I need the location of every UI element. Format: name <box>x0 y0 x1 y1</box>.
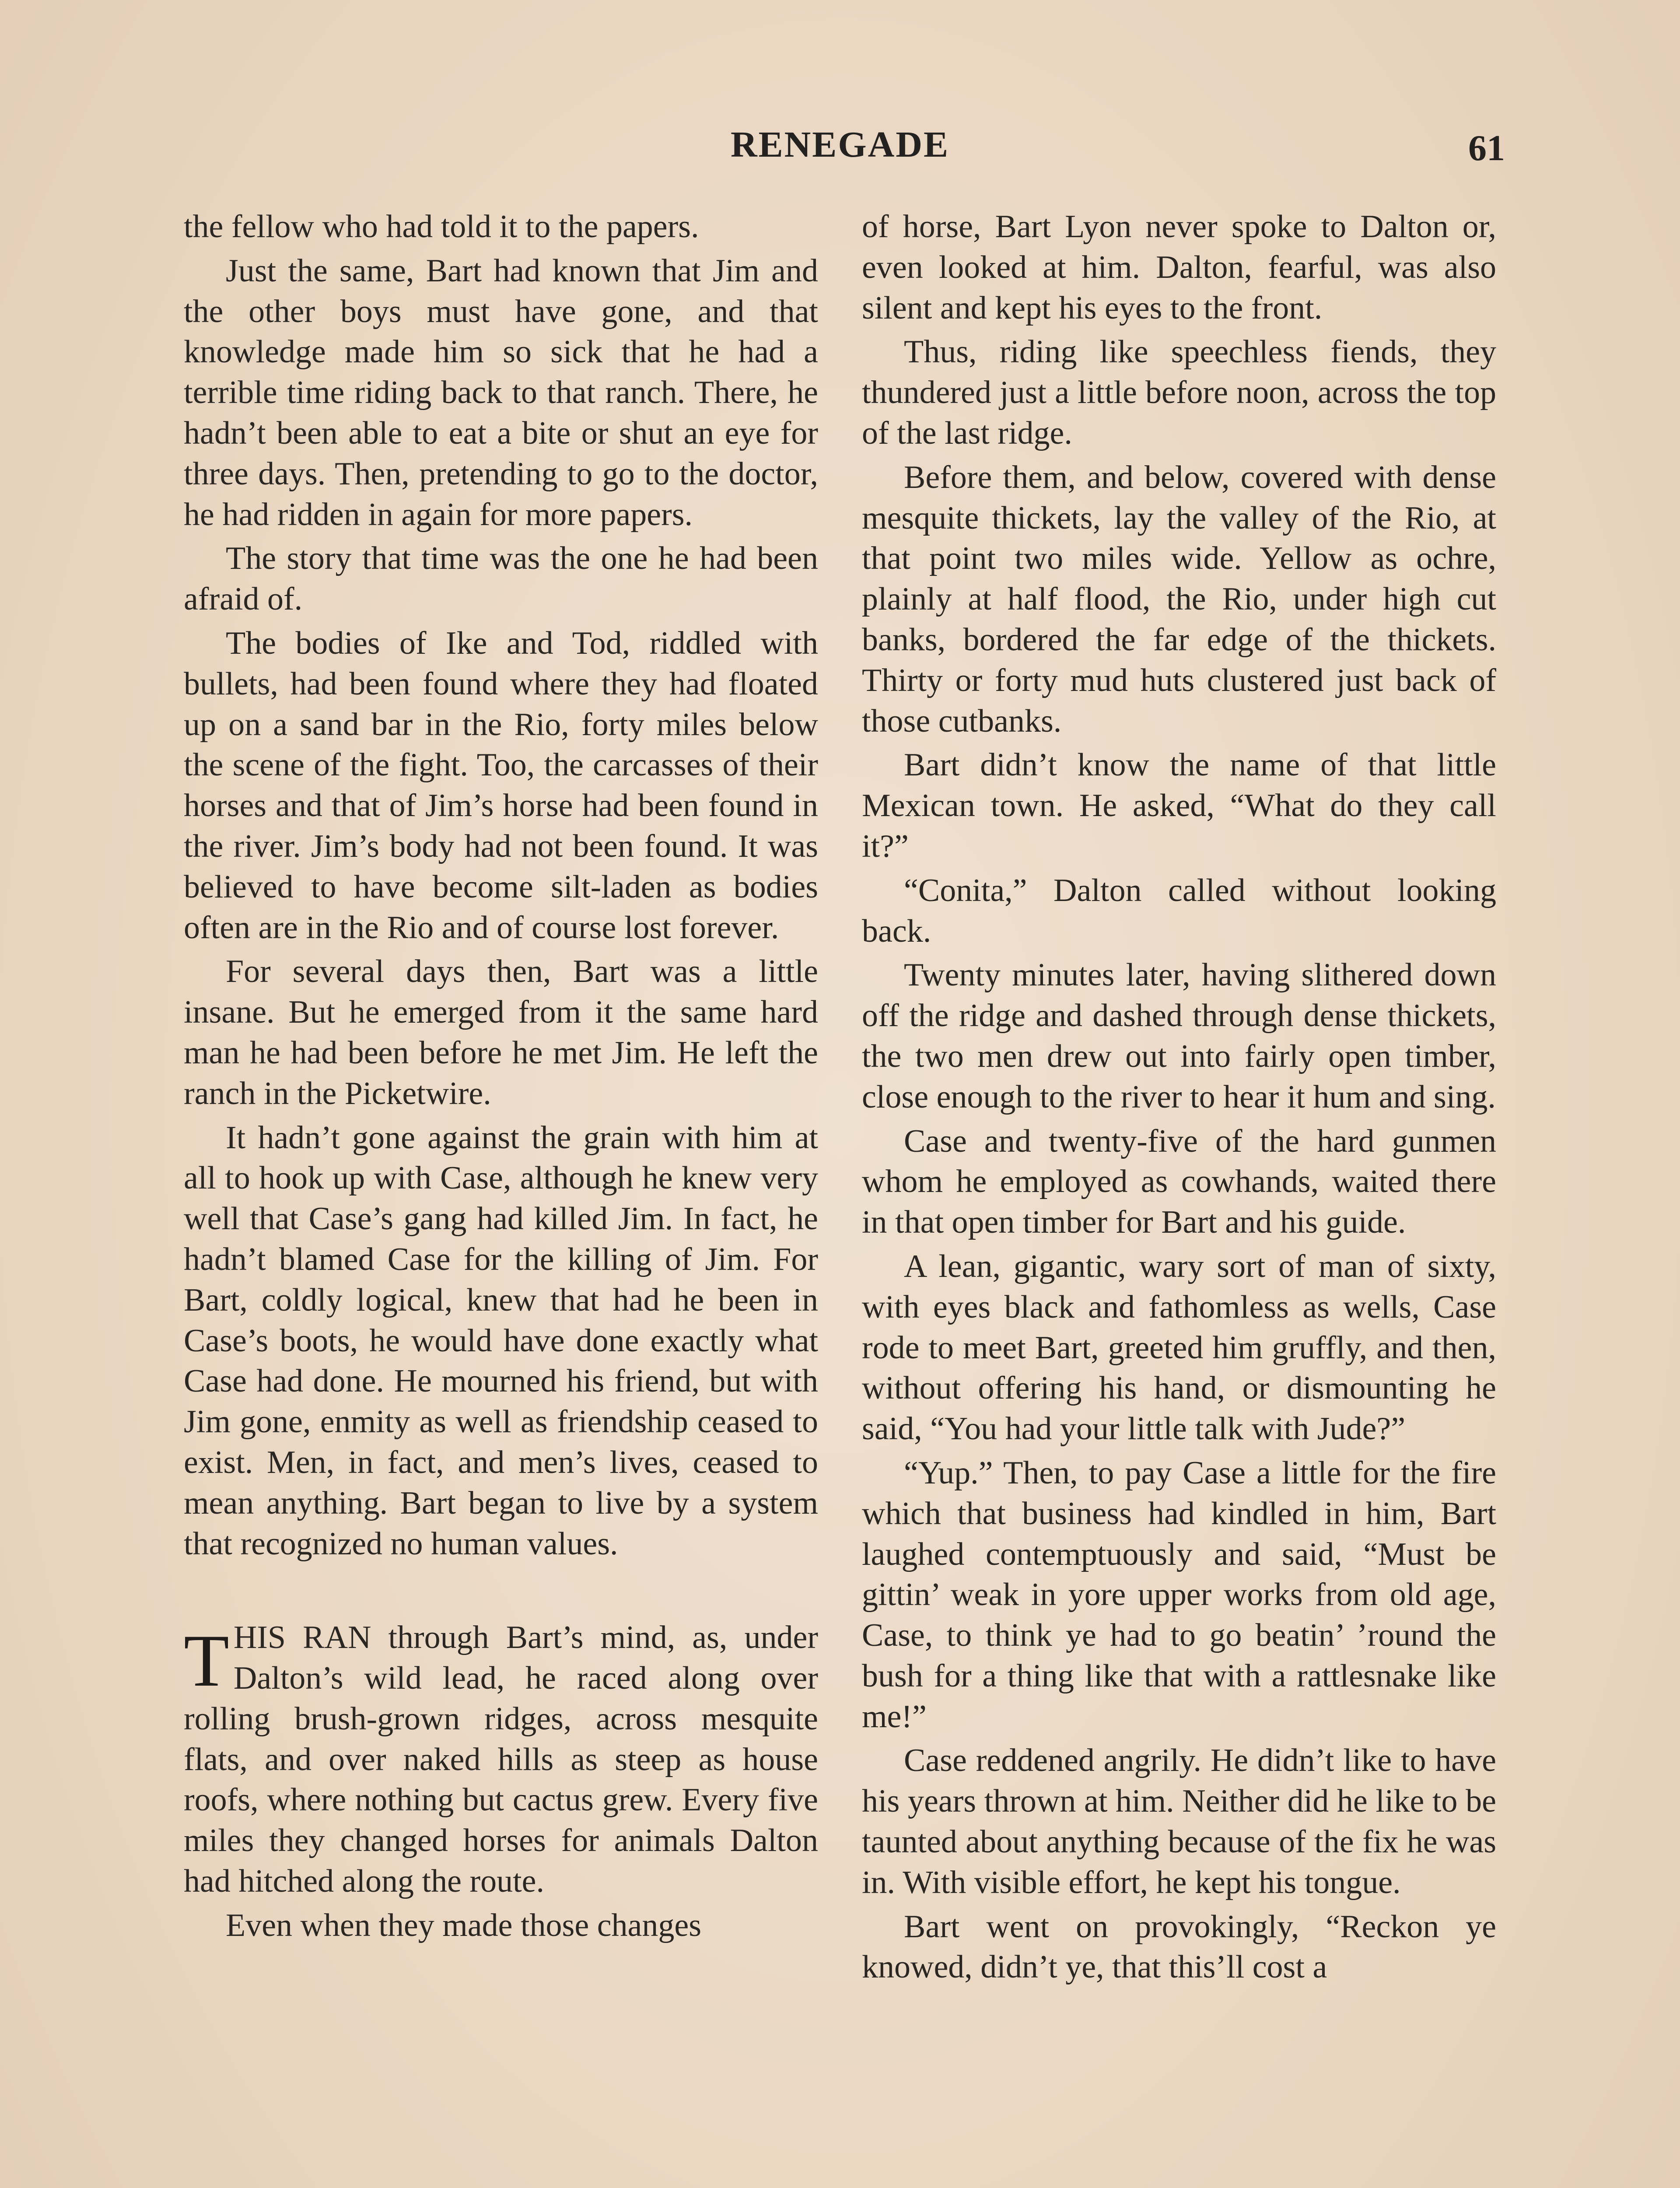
section-text: through Bart’s mind, as, under Dalton’s wild lead, he raced along over rolling brush-grown ridges, across mesquite flats, and over naked hills as steep as house roofs, where nothing but cactus grew. Every five miles they changed horses for animals Dalton had hitched along the route. <box>184 1620 818 1900</box>
page-number: 61 <box>1468 128 1505 168</box>
left-column <box>184 207 818 1950</box>
paragraph: It hadn’t gone against the grain with him at all to hook up with Case, although he knew very well that Case’s gang had killed Jim. In fact, he hadn’t blamed Case for the killing of Jim. For Bart, coldly logical, knew that had he been in Case’s boots, he would have done exactly what Case had done. He mourned his friend, but with Jim gone, enmity as well as friendship ceased to exist. Men, in fact, and men’s lives, ceased to mean anything. Bart began to live by a system that recognized no human values. <box>184 1119 818 1562</box>
paragraph: Even when they made those changes <box>226 1907 702 1943</box>
section-lead-in: HIS RAN <box>233 1620 371 1656</box>
paragraph: of horse, Bart Lyon never spoke to Dalton or, even looked at him. Dalton, fearful, was also silent and kept his eyes to the front. <box>862 209 1496 326</box>
paragraph: Bart didn’t know the name of that little Mexican town. He asked, “What do they call it?” <box>862 747 1496 864</box>
paragraph: Before them, and below, covered with dense mesquite thickets, lay the valley of the Rio, at that point two miles wide. Yellow as ochre, plainly at half flood, the Rio, under high cut banks, bordered the far edge of the thickets. Thirty or forty mud huts clustered just back of those cutbanks. <box>862 459 1496 739</box>
drop-cap: T <box>184 1620 229 1702</box>
paragraph: The story that time was the one he had been afraid of. <box>184 540 818 617</box>
running-title: RENEGADE <box>730 124 950 165</box>
section-opening-paragraph <box>184 1617 818 1902</box>
paragraph: the fellow who had told it to the papers. <box>184 209 699 245</box>
paragraph: Thus, riding like speechless fiends, they thundered just a little before noon, across the top of the last ridge. <box>862 334 1496 451</box>
paragraph: For several days then, Bart was a little insane. But he emerged from it the same hard man he had been before he met Jim. He left the ranch in the Picketwire. <box>184 954 818 1112</box>
paragraph: Just the same, Bart had known that Jim and the other boys must have gone, and that knowledge made him so sick that he had a terrible time riding back to that ranch. There, he hadn’t been able to eat a bite or shut an eye for three days. Then, pretending to go to the doctor, he had ridden in again for more papers. <box>184 252 818 533</box>
paragraph: “Conita,” Dalton called without looking back. <box>862 872 1496 949</box>
right-column <box>862 207 1496 1991</box>
paragraph: Case reddened angrily. He didn’t like to have his years thrown at him. Neither did he like to be taunted about anything because of the fix he was in. With visible effort, he kept his tongue. <box>862 1743 1496 1900</box>
paragraph: Bart went on provokingly, “Reckon ye knowed, didn’t ye, that this’ll cost a <box>862 1908 1496 1985</box>
paragraph: “Yup.” Then, to pay Case a little for the fire which that business had kindled in him, Bart laughed contemptuously and said, “Must be gittin’ weak in yore upper works from old age, Case, to think ye had to go beatin’ ’round the bush for a thing like that with a rattlesnake like me!” <box>862 1455 1496 1735</box>
paragraph: Twenty minutes later, having slithered down off the ridge and dashed through dense thickets, the two men drew out into fairly open timber, close enough to the river to hear it hum and sing. <box>862 957 1496 1115</box>
paragraph: Case and twenty-five of the hard gunmen whom he employed as cowhands, waited there in that open timber for Bart and his guide. <box>862 1123 1496 1241</box>
paragraph: A lean, gigantic, wary sort of man of sixty, with eyes black and fathomless as wells, Case rode to meet Bart, greeted him gruffly, and then, without offering his hand, or dismounting he said, “You had your little talk with Jude?” <box>862 1248 1496 1447</box>
paragraph: The bodies of Ike and Tod, riddled with bullets, had been found where they had floated up on a sand bar in the Rio, forty miles below the scene of the fight. Too, the carcasses of their horses and that of Jim’s horse had been found in the river. Jim’s body had not been found. It was believed to have become silt-laden as bodies often are in the Rio and of course lost forever. <box>184 625 818 946</box>
